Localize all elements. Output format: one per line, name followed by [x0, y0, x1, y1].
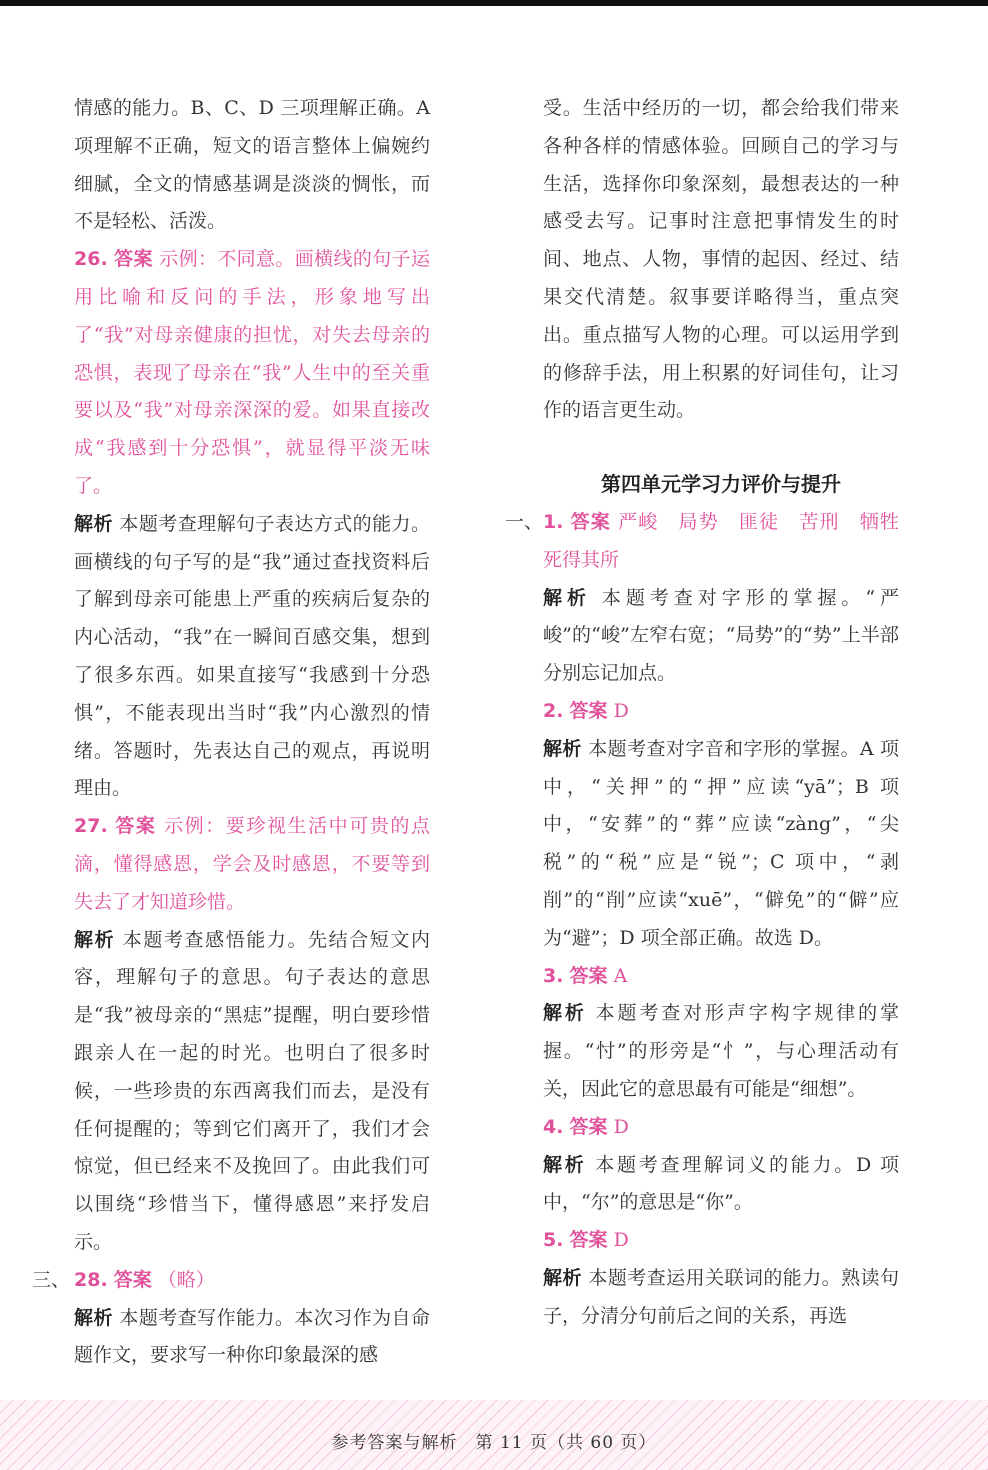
question-number: 27. [74, 815, 108, 838]
question-number: 28. [74, 1268, 108, 1291]
question-2-answer [543, 693, 899, 731]
top-border [0, 0, 988, 6]
question-26-answer [74, 241, 430, 506]
answer-label: 答案 [569, 699, 608, 722]
answer-label: 答案 [569, 964, 608, 987]
question-2-analysis [543, 731, 899, 958]
analysis-text: 本题考查理解词义的能力。D 项中，“尔”的意思是“你”。 [543, 1153, 899, 1214]
paragraph-continued: 受。生活中经历的一切，都会给我们带来各种各样的情感体验。回顾自己的学习与生活，选择你印象深刻，最想表达的一种感受去写。记事时注意把事情发生的时间、地点、人物，事情的起因、经过、结果交代清楚。叙事要详略得当，重点突出。重点描写人物的心理。可以运用学到的修辞手法，用上积累的好词佳句，让习作的语言更生动。 [543, 97, 899, 422]
paragraph-continued: 情感的能力。B、C、D 三项理解正确。A 项理解不正确，短文的语言整体上偏婉约细腻，全文的情感基调是淡淡的惆怅，而不是轻松、活泼。 [74, 97, 430, 233]
analysis-label: 解析 [74, 928, 116, 951]
question-number: 3. [543, 964, 564, 987]
question-26-analysis [74, 506, 430, 808]
question-number: 5. [543, 1229, 564, 1252]
analysis-text: 本题考查写作能力。本次习作为自命题作文，要求写一种你印象最深的感 [74, 1306, 430, 1367]
answer-text: A [613, 964, 628, 987]
analysis-label: 解析 [543, 737, 582, 760]
right-column [505, 90, 918, 1336]
answer-label: 答案 [113, 1268, 152, 1291]
analysis-text: 本题考查对字形的掌握。“严峻”的“峻”左窄右宽；“局势”的“势”上半部分别忘记加点。 [543, 586, 899, 685]
analysis-text: 本题考查感悟能力。先结合短文内容，理解句子的意思。句子表达的意思是“我”被母亲的“黑痣”提醒，明白要珍惜跟亲人在一起的时光。也明白了很多时候，一些珍贵的东西离我们而去，是没有任何提醒的；等到它们离开了，我们才会惊觉，但已经来不及挽回了。由此我们可以围绕“珍惜当下，懂得感恩”来抒发启示。 [74, 928, 430, 1253]
question-number: 2. [543, 699, 564, 722]
analysis-text: 本题考查运用关联词的能力。熟读句子，分清分句前后之间的关系，再选 [543, 1266, 899, 1327]
section-number: 一、 [505, 510, 544, 533]
answer-text: D [613, 1115, 629, 1138]
analysis-text: 本题考查对形声字构字规律的掌握。“忖”的形旁是“忄”，与心理活动有关，因此它的意思最有可能是“细想”。 [543, 1002, 899, 1100]
question-5-answer [543, 1222, 899, 1260]
footer-band [0, 1400, 988, 1470]
analysis-text: 本题考查对字音和字形的掌握。A 项中，“关押”的“押”应读“yā”；B 项中，“安葬”的“葬”应读“zàng”，“尖税”的“税”应是“锐”；C 项中，“剥削”的“削”应读“xuē”，“僻免”的“僻”应为“避”；D 项全部正确。故选 D。 [543, 737, 900, 949]
question-4-analysis [543, 1147, 899, 1223]
answer-label: 答案 [114, 248, 153, 271]
answer-label: 答案 [115, 815, 157, 838]
question-27-answer [74, 808, 430, 921]
question-1-answer [505, 504, 918, 580]
answer-text: D [613, 699, 629, 722]
section-number: 三、 [32, 1268, 71, 1291]
analysis-label: 解析 [74, 512, 113, 535]
question-number: 4. [543, 1115, 564, 1138]
analysis-label: 解析 [543, 1266, 582, 1289]
analysis-label: 解析 [543, 1002, 587, 1025]
question-number: 26. [74, 248, 108, 271]
left-column [32, 90, 430, 1375]
answer-text: 严峻 局势 匪徒 苦刑 牺牲 死得其所 [543, 510, 918, 571]
question-28-answer [32, 1262, 430, 1300]
page-footer-text: 参考答案与解析 第 11 页（共 60 页） [331, 1433, 657, 1453]
question-5-analysis [543, 1260, 899, 1336]
answer-label: 答案 [570, 510, 611, 533]
answer-label: 答案 [569, 1115, 608, 1138]
question-3-analysis [543, 995, 899, 1108]
answer-text: （略） [157, 1268, 215, 1291]
answer-text: D [613, 1229, 629, 1252]
analysis-label: 解析 [543, 586, 591, 609]
question-1-analysis [543, 580, 899, 693]
question-27-analysis [74, 922, 430, 1262]
unit-title: 第四单元学习力评价与提升 [601, 472, 841, 497]
analysis-text: 本题考查理解句子表达方式的能力。画横线的句子写的是“我”通过查找资料后了解到母亲可能患上严重的疾病后复杂的内心活动，“我”在一瞬间百感交集，想到了很多东西。如果直接写“我感到十分恐惧”，不能表现出当时“我”内心激烈的情绪。答题时，先表达自己的观点，再说明理由。 [74, 512, 430, 800]
question-number: 1. [543, 510, 564, 533]
answer-label: 答案 [569, 1229, 608, 1252]
question-3-answer [543, 958, 899, 996]
answer-text: 示例：不同意。画横线的句子运用比喻和反问的手法，形象地写出了“我”对母亲健康的担忧，对失去母亲的恐惧，表现了母亲在“我”人生中的至关重要以及“我”对母亲深深的爱。如果直接改成“我感到十分恐惧”，就显得平淡无味了。 [74, 248, 430, 497]
question-28-analysis [74, 1300, 430, 1376]
analysis-label: 解析 [543, 1153, 587, 1176]
analysis-label: 解析 [74, 1306, 113, 1329]
question-4-answer [543, 1109, 899, 1147]
answer-text: 示例：要珍视生活中可贵的点滴，懂得感恩，学会及时感恩，不要等到失去了才知道珍惜。 [74, 815, 430, 913]
